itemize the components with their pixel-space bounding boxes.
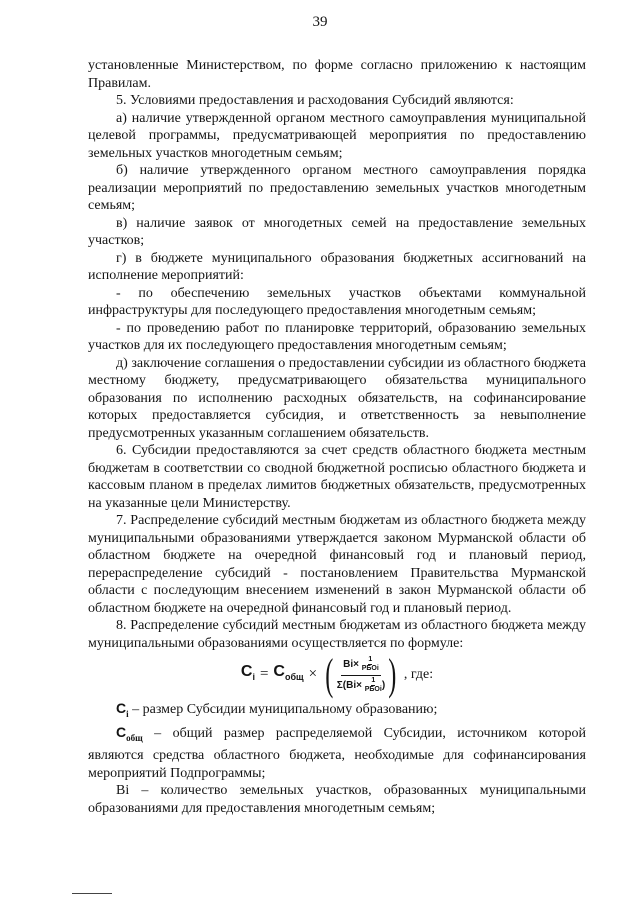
document-body — [88, 57, 586, 817]
definition-cobsh: $C_{общ}$ – общий размер распределяемой Субсидии, источником которой являются средства областного бюджета, необходимые для софинансирования мероприятий Подпрограммы; — [88, 723, 586, 781]
definition-bi: Bi – количество земельных участков, образованных муниципальными образованиями для предоставления многодетным семьям; — [88, 783, 586, 816]
paragraph: 5. Условиями предоставления и расходования Субсидий являются: — [116, 93, 514, 108]
formula-total: $C_{общ}$ — [273, 663, 304, 683]
page-number: 39 — [312, 14, 328, 30]
footnote-divider — [72, 893, 112, 894]
formula-numerator: Bi× 1 РБОi — [341, 656, 381, 676]
paragraph: б) наличие утвержденного органом местного самоуправления порядка реализации мероприятий по предоставлению земельных участков многодетным семьям; — [88, 163, 586, 213]
paragraph: в) наличие заявок от многодетных семей на предоставление земельных участков; — [88, 215, 586, 248]
formula-equals: = — [259, 666, 269, 683]
formula-fraction — [337, 656, 385, 694]
definition-ci: $C_i$ – размер Субсидии муниципальному образованию; — [116, 700, 438, 719]
paragraph: 6. Субсидии предоставляются за счет средств областного бюджета местным бюджетам в соответствии со сводной бюджетной росписью областного бюджета и кассовым планом в пределах лимитов бюджетных обязательств, предусмотренных на указанные цели Министерству. — [88, 443, 586, 511]
formula-times: × — [308, 666, 318, 683]
formula-lhs: $C_i$ — [240, 663, 255, 683]
paragraph: установленные Министерством, по форме согласно приложению к настоящим Правилам. — [88, 58, 586, 91]
formula-tail: , где: — [403, 667, 434, 683]
distribution-formula — [88, 652, 586, 698]
formula-denominator: Σ(Bi× 1 РБОi ) — [336, 676, 386, 693]
paragraph: г) в бюджете муниципального образования бюджетных ассигнований на исполнение мероприятий: — [88, 250, 586, 283]
paragraph: 7. Распределение субсидий местным бюджетам из областного бюджета между муниципальными образованиями утверждается законом Мурманской области об областном бюджете на очередной финансовый год и плановый период, перераспределение субсидий - постановлением Правительства Мурманской области с последующим внесением изменений в закон Мурманской области об областном бюджете на очередной финансовый год и плановый период. — [88, 513, 586, 616]
paragraph: - по обеспечению земельных участков объектами коммунальной инфраструктуры для последующего предоставления многодетным семьям; — [88, 285, 586, 318]
left-paren: ( — [325, 650, 334, 699]
right-paren: ) — [388, 650, 397, 699]
paragraph: д) заключение соглашения о предоставлении субсидии из областного бюджета местному бюджету, предусматривающего обязательства муниципального образования по исполнению расходных обязательств, на софинансирование которых предоставляется субсидия, и ответственность за невыполнение предусмотренных указанным соглашением обязательств. — [88, 355, 586, 441]
paragraph: - по проведению работ по планировке территорий, образованию земельных участков для их последующего предоставления многодетным семьям; — [88, 320, 586, 353]
paragraph: а) наличие утвержденной органом местного самоуправления муниципальной целевой программы, предусматривающей мероприятия по предоставлению земельных участков многодетным семьям; — [88, 110, 586, 161]
paragraph: 8. Распределение субсидий местным бюджетам из областного бюджета между муниципальными образованиями осуществляется по формуле: — [88, 618, 586, 651]
